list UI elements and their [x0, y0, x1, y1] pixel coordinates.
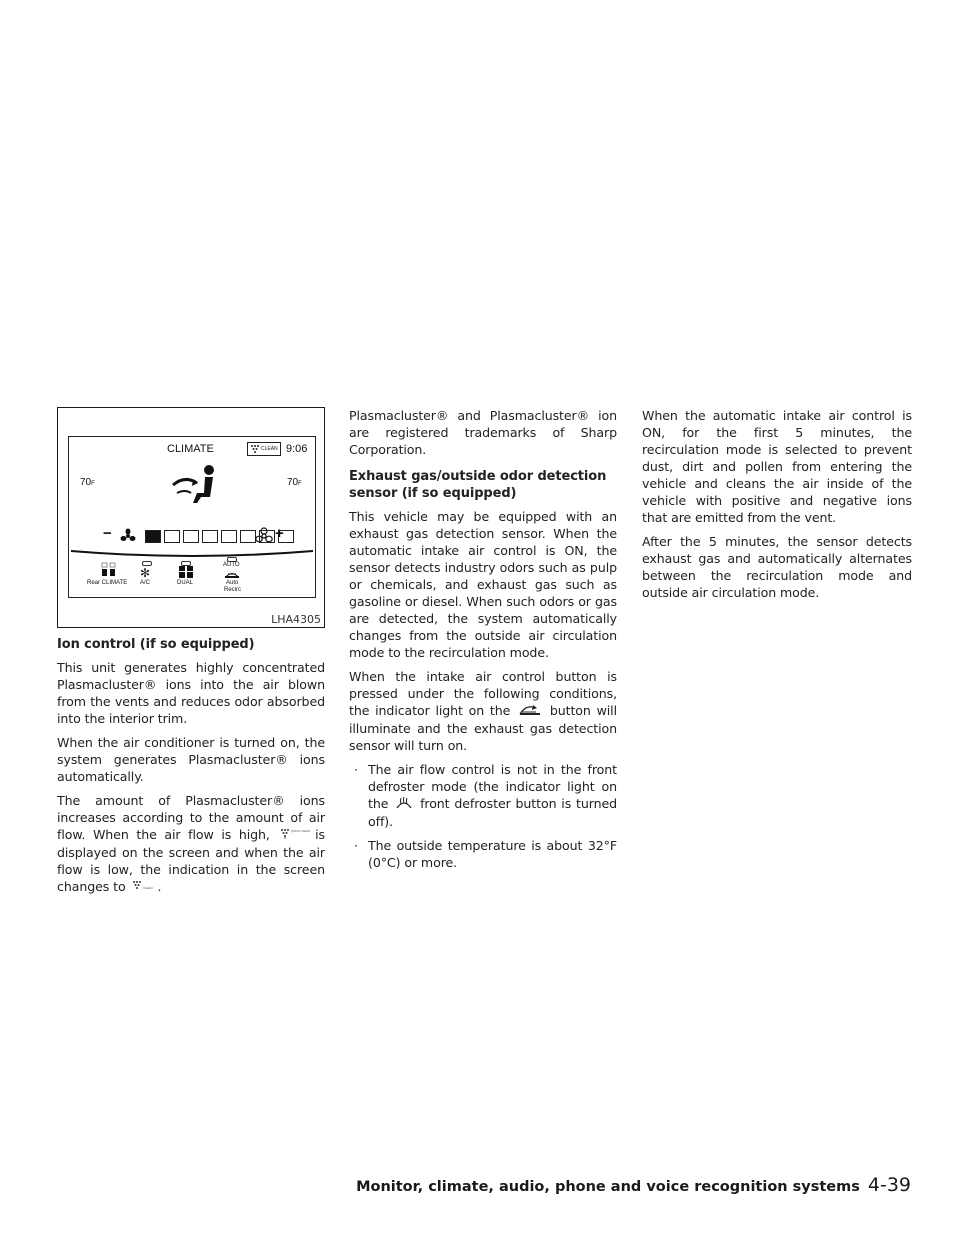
fan-plus-button[interactable]: +	[275, 525, 284, 542]
ion-dots-icon	[250, 444, 260, 454]
quick-clean-icon	[279, 827, 311, 844]
paragraph-text: is displayed on the screen and when the air flow is low, the indication in the screen changes to	[57, 827, 325, 894]
trademark-paragraph: Plasmacluster® and Plasmacluster® ion are registered trademarks of Sharp Corporation.	[349, 408, 617, 457]
snowflake-icon: ✻	[140, 566, 151, 580]
fan-minus-button[interactable]: −	[103, 525, 112, 542]
page-number: 4-39	[867, 1174, 911, 1196]
condition-text	[368, 761, 617, 830]
recirc-car-icon	[224, 569, 240, 579]
paragraph-text: button will illuminate and the exhaust gas detection sensor will turn on.	[349, 703, 617, 753]
auto-recirc-button[interactable]	[215, 557, 249, 597]
bullet-mark: ·	[354, 838, 358, 853]
badge-label: CLEAN	[261, 446, 278, 452]
clean-label: CLEAN	[143, 886, 153, 890]
exhaust-sensor-paragraph-2	[349, 668, 617, 754]
ion-control-paragraph-3	[57, 792, 325, 896]
rear-seats-icon	[101, 563, 117, 577]
fan-segment	[164, 530, 180, 543]
dual-label: DUAL	[177, 580, 194, 586]
ion-control-heading: Ion control (if so equipped)	[57, 637, 255, 652]
fan-segment	[202, 530, 218, 543]
defroster-svg	[395, 796, 413, 809]
auto-label: AUTO	[223, 562, 240, 568]
paragraph-text: The air flow control is not in the front defroster mode (the indicator light on the	[368, 762, 617, 811]
temp-right	[287, 477, 302, 488]
paragraph-text: .	[157, 879, 162, 894]
clean-badge	[247, 442, 281, 456]
recirculation-button-icon	[518, 703, 542, 720]
climate-screen-figure	[57, 407, 325, 628]
front-defroster-icon	[395, 796, 413, 813]
recirc-label-line1: Auto	[226, 580, 239, 586]
ion-control-paragraph-1: This unit generates highly concentrated Plasmacluster® ions into the air blown from the vents and reduces odor absorbed into the interior trim.	[57, 660, 325, 726]
rear-climate-label: Rear CLIMATE	[87, 580, 128, 586]
fan-high-icon	[255, 528, 273, 544]
paragraph-text: front defroster button is turned off).	[368, 796, 617, 829]
recirculation-svg	[518, 703, 542, 716]
quick-clean-label: QUICK CLEAN	[291, 829, 311, 833]
temp-left-value: 70	[80, 477, 92, 488]
page-footer	[356, 1174, 911, 1196]
section-title: Monitor, climate, audio, phone and voice recognition systems	[356, 1179, 860, 1195]
figure-code: LHA4305	[271, 613, 321, 626]
climate-display	[68, 436, 316, 598]
column-2	[349, 407, 617, 878]
ac-button[interactable]	[135, 561, 159, 595]
temp-right-unit: F	[298, 481, 302, 487]
temp-right-value: 70	[287, 477, 299, 488]
fan-segment	[240, 530, 256, 543]
recirc-label-line2: Recirc	[224, 587, 242, 593]
fan-low-icon	[120, 529, 136, 543]
exhaust-sensor-paragraph-1: This vehicle may be equipped with an exhaust gas detection sensor. When the automatic intake air control is ON, the sensor detects industry odors such as pulp or chemicals, and exhaust gas such as gasoline or diesel. When such odors or gas are detected, the system automatically changes from the outside air circulation mode to the recirculation mode.	[349, 509, 617, 660]
paragraph-text: The amount of Plasmacluster® ions increases according to the amount of air flow. When the air flow is high,	[57, 793, 325, 842]
rear-climate-button[interactable]	[87, 561, 131, 595]
clean-svg	[131, 879, 155, 892]
exhaust-sensor-heading: Exhaust gas/outside odor detection sensor (if so equipped)	[349, 469, 607, 501]
dual-button[interactable]	[173, 561, 199, 595]
column-3	[642, 407, 912, 608]
fan-segment	[183, 530, 199, 543]
temp-left	[80, 477, 95, 488]
seated-person-airflow-icon	[167, 463, 227, 515]
ion-control-paragraph-2: When the air conditioner is turned on, the system generates Plasmacluster® ions automatically.	[57, 735, 325, 784]
condition-item	[349, 837, 617, 871]
fan-segment	[221, 530, 237, 543]
condition-item	[349, 761, 617, 830]
condition-text: The outside temperature is about 32°F (0°C) or more.	[368, 838, 617, 870]
bullet-mark: ·	[354, 762, 358, 777]
recirc-paragraph-2: After the 5 minutes, the sensor detects exhaust gas and automatically alternates between the recirculation mode and outside air circulation mode.	[642, 534, 912, 600]
screen-clock: 9:06	[286, 443, 308, 455]
temp-left-unit: F	[91, 481, 95, 487]
fan-segment	[145, 530, 161, 543]
screen-title: CLIMATE	[167, 443, 214, 455]
clean-icon	[131, 879, 155, 896]
dual-seats-icon	[178, 566, 194, 578]
paragraph-text: When the intake air control button is pressed under the following conditions, the indicator light on the	[349, 669, 617, 718]
quick-clean-svg	[279, 827, 311, 840]
ac-label: A/C	[140, 580, 151, 586]
column-1	[57, 636, 325, 903]
recirc-paragraph-1: When the automatic intake air control is ON, for the first 5 minutes, the recirculation mode is selected to prevent dust, dirt and pollen from entering the vehicle and cleans the air inside of the vehicle with positive and negative ions that are emitted from the vent.	[642, 408, 912, 525]
